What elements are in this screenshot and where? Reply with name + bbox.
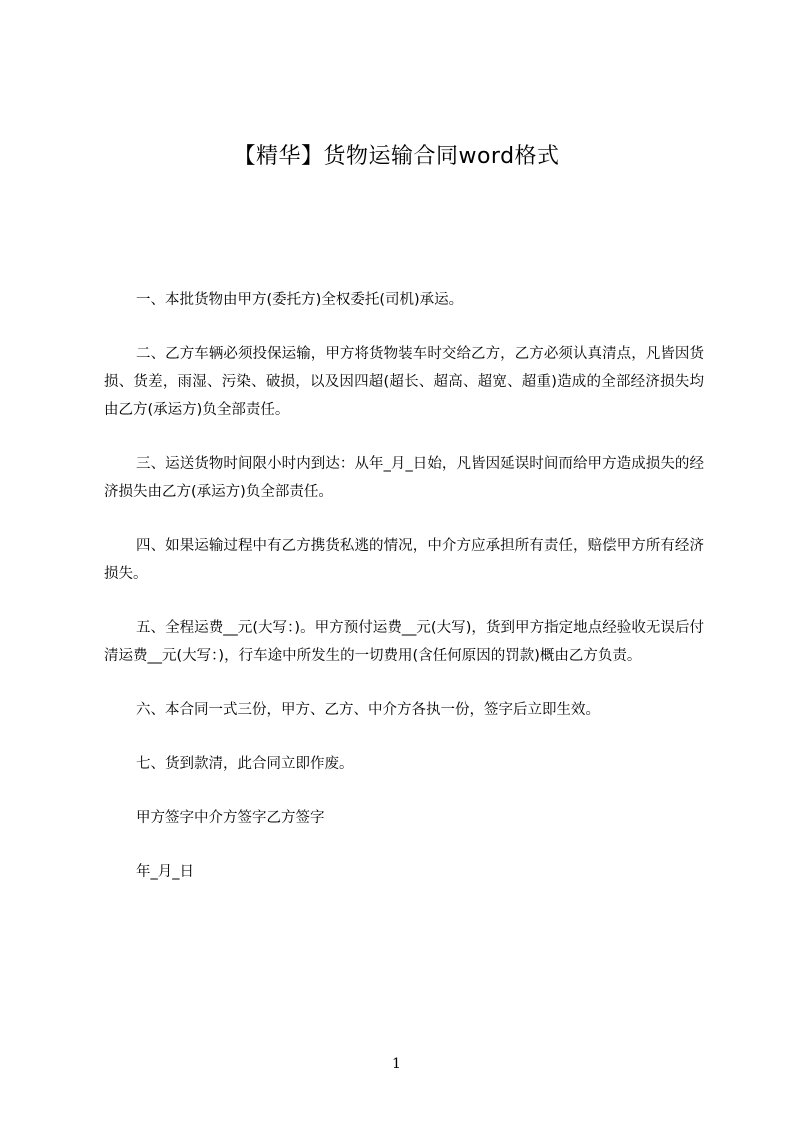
clause-3: 三、运送货物时间限小时内到达：从年_月_日始，凡皆因延误时间而给甲方造成损失的经济损失由乙方(承运方)负全部责任。 [104,456,704,500]
signature-line: 甲方签字中介方签字乙方签字 [136,810,325,826]
clause-4: 四、如果运输过程中有乙方携货私逃的情况，中介方应承担所有责任，赔偿甲方所有经济损失。 [104,538,704,582]
clause-6: 六、本合同一式三份，甲方、乙方、中介方各执一份，签字后立即生效。 [136,702,600,718]
clause-2: 二、乙方车辆必须投保运输，甲方将货物装车时交给乙方，乙方必须认真清点，凡皆因货损、货差，雨湿、污染、破损，以及因四超(超长、超高、超宽、超重)造成的全部经济损失均由乙方(承运方)负全部责任。 [104,346,704,418]
clause-5: 五、全程运费__元(大写：)。甲方预付运费__元(大写)，货到甲方指定地点经验收无误后付清运费__元(大写：)，行车途中所发生的一切费用(含任何原因的罚款)概由乙方负责。 [104,620,704,664]
document-title: 【精华】货物运输合同word格式 [233,144,560,169]
clause-7: 七、货到款清，此合同立即作废。 [136,756,354,772]
clause-1: 一、本批货物由甲方(委托方)全权委托(司机)承运。 [136,292,464,308]
document-body [104,286,704,912]
date-line: 年_月_日 [136,864,194,880]
page-number: 1 [392,1056,401,1072]
